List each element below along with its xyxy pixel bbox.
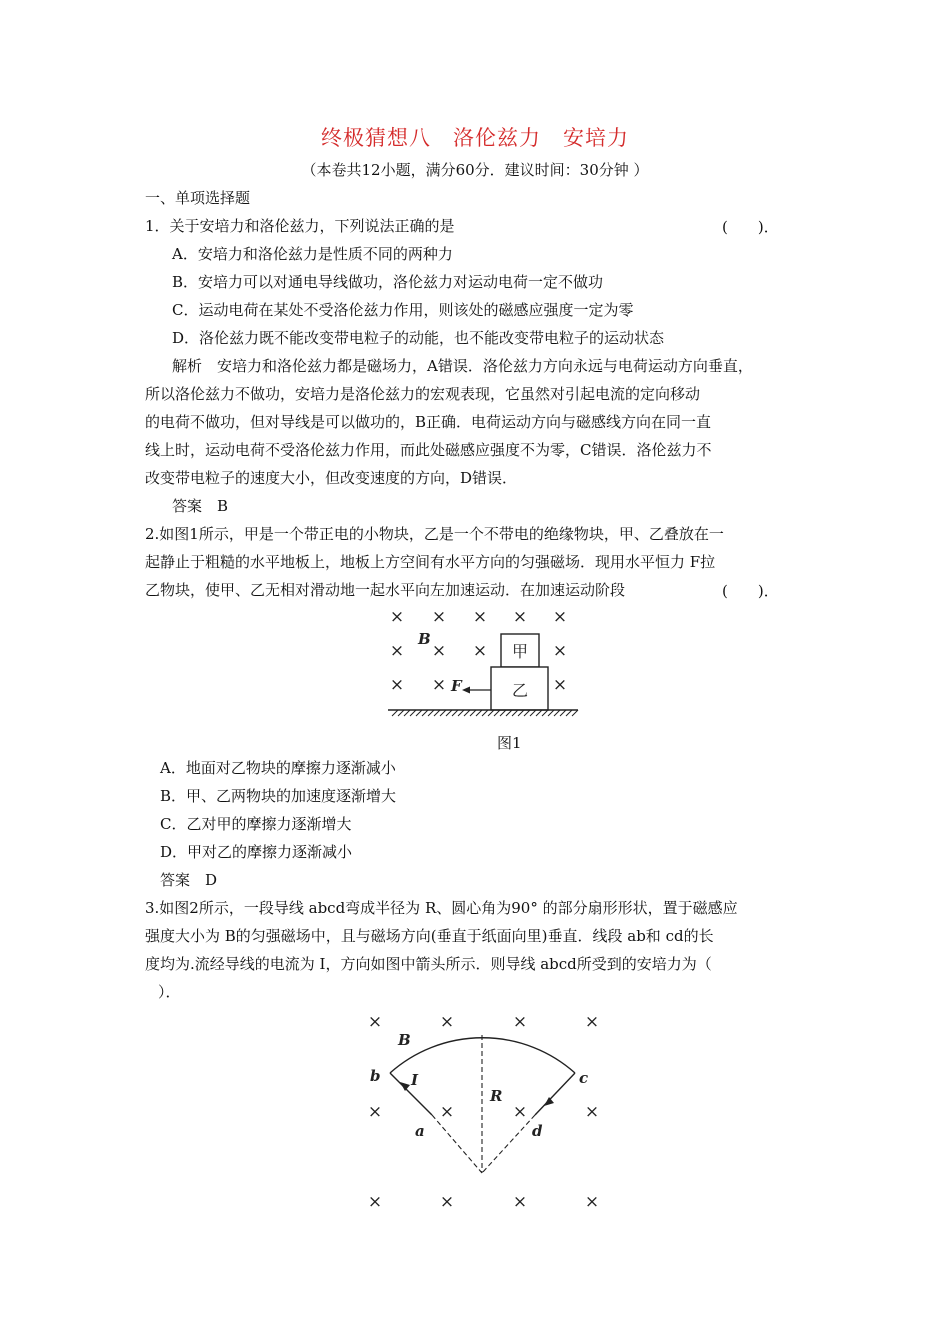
- q1-option-b: B．安培力可以对通电导线做功，洛伦兹力对运动电荷一定不做功: [172, 273, 604, 291]
- field-label-b: B: [418, 630, 431, 648]
- force-label-f: F: [451, 677, 462, 695]
- field-cross: ×: [431, 607, 447, 627]
- wire-segment-cd: [535, 1073, 575, 1115]
- q2-stem-line: 起静止于粗糙的水平地板上，地板上方空间有水平方向的匀强磁场．现用水平恒力 F拉: [145, 553, 716, 571]
- point-label-d: d: [532, 1122, 543, 1140]
- q2-option-c: C．乙对甲的摩擦力逐渐增大: [160, 815, 352, 833]
- field-cross: ×: [584, 1102, 600, 1122]
- q1-option-d: D．洛伦兹力既不能改变带电粒子的动能，也不能改变带电粒子的运动状态: [172, 329, 665, 347]
- field-cross: ×: [584, 1192, 600, 1212]
- q1-analysis-line: 所以洛伦兹力不做功，安培力是洛伦兹力的宏观表现，它虽然对引起电流的定向移动: [145, 385, 701, 403]
- block-jia-label: 甲: [511, 642, 529, 661]
- field-cross: ×: [389, 607, 405, 627]
- q1-answer: 答案 B: [172, 497, 229, 515]
- field-cross: ×: [367, 1102, 383, 1122]
- current-arrow-cd: [544, 1097, 554, 1106]
- q1-stem: 1．关于安培力和洛伦兹力，下列说法正确的是: [145, 217, 455, 235]
- q3-stem-line: 强度大小为 B的匀强磁场中，且与磁场方向(垂直于纸面向里)垂直．线段 ab和 cd的长: [145, 927, 714, 945]
- force-arrowhead: [462, 687, 470, 694]
- q1-option-a: A．安培力和洛伦兹力是性质不同的两种力: [172, 245, 453, 263]
- q1-analysis-line: 线上时，运动电荷不受洛伦兹力作用，而此处磁感应强度不为零，C错误．洛伦兹力不: [145, 441, 712, 459]
- field-cross: ×: [367, 1192, 383, 1212]
- field-cross: ×: [512, 1192, 528, 1212]
- dashed-radius-left: [432, 1115, 482, 1173]
- field-cross: ×: [439, 1102, 455, 1122]
- q2-option-d: D．甲对乙的摩擦力逐渐减小: [160, 843, 353, 861]
- block-yi-label: 乙: [511, 681, 529, 700]
- q2-answer: 答案 D: [160, 871, 218, 889]
- field-cross: ×: [552, 675, 568, 695]
- q3-stem-line: ）．: [158, 983, 181, 1001]
- figure-1: [380, 600, 590, 725]
- q3-stem-line: 度均为.流经导线的电流为 I，方向如图中箭头所示．则导线 abcd所受到的安培力为（: [145, 955, 712, 973]
- point-label-b: b: [370, 1067, 381, 1085]
- field-cross: ×: [552, 607, 568, 627]
- page-title: 终极猜想八 洛伦兹力 安培力: [321, 126, 629, 150]
- field-cross: ×: [389, 675, 405, 695]
- q2-answer-blank: ( )．: [722, 582, 779, 600]
- q1-answer-blank: ( )．: [722, 218, 779, 236]
- q3-stem-line: 3.如图2所示，一段导线 abcd弯成半径为 R、圆心角为90° 的部分扇形形状，置于磁感应: [145, 899, 738, 917]
- field-label-b: B: [398, 1031, 411, 1049]
- field-cross: ×: [472, 641, 488, 661]
- current-arrow-ab: [400, 1082, 410, 1091]
- current-label-i: I: [411, 1071, 419, 1089]
- field-cross: ×: [367, 1012, 383, 1032]
- field-cross: ×: [512, 1012, 528, 1032]
- q1-option-c: C．运动电荷在某处不受洛伦兹力作用，则该处的磁感应强度一定为零: [172, 301, 634, 319]
- q1-analysis-line: 解析 安培力和洛伦兹力都是磁场力，A错误．洛伦兹力方向永远与电荷运动方向垂直，: [172, 357, 753, 375]
- dashed-radius-right: [482, 1115, 535, 1173]
- ground-hatch: [392, 710, 578, 716]
- q1-analysis-line: 改变带电粒子的速度大小，但改变速度的方向，D错误．: [145, 469, 518, 487]
- q2-stem-line: 2.如图1所示，甲是一个带正电的小物块，乙是一个不带电的绝缘物块，甲、乙叠放在一: [145, 525, 724, 543]
- q2-option-a: A．地面对乙物块的摩擦力逐渐减小: [160, 759, 396, 777]
- field-cross: ×: [431, 641, 447, 661]
- point-label-a: a: [415, 1122, 425, 1140]
- q1-analysis-line: 的电荷不做功，但对导线是可以做功的，B正确．电荷运动方向与磁感线方向在同一直: [145, 413, 712, 431]
- figure-1-caption: 图1: [497, 734, 522, 752]
- point-label-c: c: [579, 1069, 589, 1087]
- field-cross: ×: [512, 607, 528, 627]
- q2-stem-line: 乙物块，使甲、乙无相对滑动地一起水平向左加速运动．在加速运动阶段: [145, 581, 626, 599]
- radius-label-r: R: [490, 1087, 503, 1105]
- section-heading: 一、单项选择题: [145, 189, 251, 207]
- field-cross: ×: [472, 607, 488, 627]
- field-cross: ×: [552, 641, 568, 661]
- field-cross: ×: [584, 1012, 600, 1032]
- field-cross: ×: [431, 675, 447, 695]
- field-cross: ×: [439, 1012, 455, 1032]
- q2-option-b: B．甲、乙两物块的加速度逐渐增大: [160, 787, 397, 805]
- subtitle: （本卷共12小题，满分60分．建议时间：30分钟 ）: [301, 161, 649, 179]
- field-cross: ×: [512, 1102, 528, 1122]
- field-cross: ×: [389, 641, 405, 661]
- field-cross: ×: [439, 1192, 455, 1212]
- figure-2: [355, 1005, 615, 1215]
